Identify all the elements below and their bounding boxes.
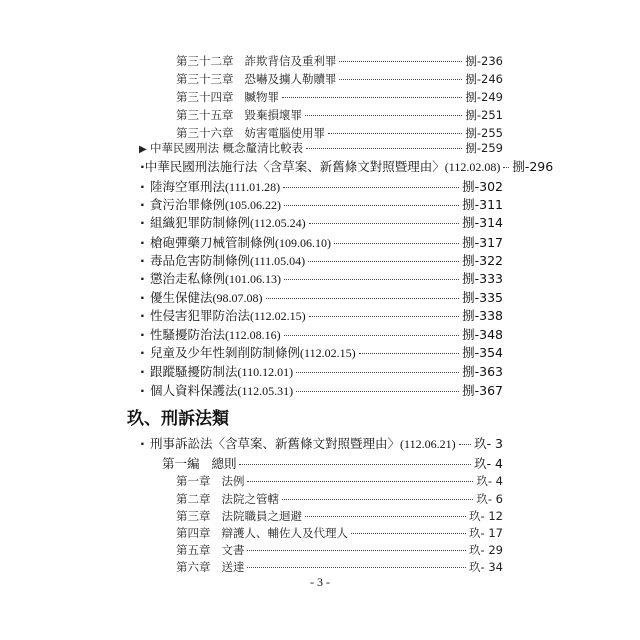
toc-entry-label: 毒品危害防制條例(111.05.04) bbox=[150, 253, 306, 268]
toc-entry-label: 中華民國刑法 概念釐清比較表 bbox=[150, 141, 304, 155]
dot-leader bbox=[339, 61, 462, 62]
dot-leader bbox=[284, 335, 460, 336]
toc-entry-law[interactable] bbox=[140, 385, 503, 398]
toc-entry-chapter[interactable] bbox=[176, 74, 503, 86]
bullet-icon: · bbox=[140, 290, 145, 305]
dot-leader bbox=[266, 298, 460, 299]
toc-entry-page: 玖- 3 bbox=[474, 436, 503, 451]
bullet-icon: · bbox=[140, 179, 145, 194]
toc-entry-label: 刑事訴訟法〈含草案、新舊條文對照暨理由〉(112.06.21) bbox=[150, 436, 456, 451]
dot-leader bbox=[305, 115, 462, 116]
toc-entry-chapter[interactable] bbox=[176, 476, 503, 488]
toc-entry-page: 捌-302 bbox=[462, 179, 503, 194]
dot-leader bbox=[308, 261, 459, 262]
toc-entry-label: 第五章 文書 bbox=[176, 543, 245, 557]
bullet-icon: · bbox=[140, 364, 145, 379]
toc-entry-label: 性騷擾防治法(112.08.16) bbox=[150, 327, 281, 342]
toc-entry-law[interactable] bbox=[140, 199, 503, 212]
toc-entry-page: 捌-296 bbox=[512, 159, 554, 174]
toc-entry-label: 第三十三章 恐嚇及擄人勒贖罪 bbox=[176, 72, 337, 86]
toc-entry-chapter[interactable] bbox=[176, 92, 503, 104]
dot-leader bbox=[296, 372, 459, 373]
toc-entry-law[interactable] bbox=[140, 237, 503, 250]
toc-entry-label: 第一章 法例 bbox=[176, 474, 245, 488]
toc-entry-label: 貪污治罪條例(105.06.22) bbox=[150, 197, 282, 212]
toc-entry-page: 捌-314 bbox=[462, 215, 503, 230]
toc-entry-page: 捌-338 bbox=[462, 308, 503, 323]
section-heading: 玖、刑訴法類 bbox=[127, 409, 229, 429]
dot-leader bbox=[306, 148, 462, 149]
toc-entry-chapter[interactable] bbox=[176, 128, 503, 140]
toc-entry-law[interactable] bbox=[140, 366, 503, 379]
dot-leader bbox=[328, 133, 462, 134]
dot-leader bbox=[459, 444, 472, 445]
toc-entry-label: 中華民國刑法施行法〈含草案、新舊條文對照暨理由〉(112.02.08) bbox=[144, 159, 501, 174]
toc-entry-page: 捌-246 bbox=[465, 72, 503, 86]
toc-entry-page: 捌-259 bbox=[465, 141, 503, 155]
toc-entry-law[interactable] bbox=[140, 181, 503, 194]
toc-entry-page: 玖- 17 bbox=[469, 526, 503, 540]
toc-entry-chapter[interactable] bbox=[176, 56, 503, 68]
toc-entry-label: 槍砲彈藥刀械管制條例(109.06.10) bbox=[150, 235, 332, 250]
toc-entry-page: 捌-333 bbox=[462, 271, 503, 286]
toc-entry-page: 捌-367 bbox=[462, 383, 503, 398]
toc-entry-page: 玖- 4 bbox=[476, 474, 503, 488]
dot-leader bbox=[239, 464, 471, 465]
toc-entry-page: 捌-311 bbox=[462, 197, 503, 212]
toc-entry-label: 陸海空軍刑法(111.01.28) bbox=[150, 179, 281, 194]
toc-entry-law[interactable] bbox=[140, 217, 503, 230]
toc-entry-law[interactable] bbox=[140, 255, 503, 268]
bullet-icon: · bbox=[140, 436, 145, 451]
toc-entry-chapter[interactable] bbox=[176, 528, 503, 540]
toc-entry-page: 捌-354 bbox=[462, 345, 503, 360]
bullet-icon: · bbox=[140, 383, 145, 398]
toc-entry-page: 捌-363 bbox=[462, 364, 503, 379]
toc-entry-chapter[interactable] bbox=[176, 511, 503, 523]
bullet-icon: · bbox=[140, 271, 145, 286]
dot-leader bbox=[282, 97, 462, 98]
dot-leader bbox=[284, 205, 459, 206]
bullet-icon: · bbox=[140, 327, 145, 342]
triangle-right-icon: ▶ bbox=[139, 144, 147, 155]
toc-entry-law[interactable] bbox=[140, 310, 503, 323]
bullet-icon: · bbox=[140, 308, 145, 323]
toc-entry-law[interactable] bbox=[140, 438, 503, 451]
toc-entry-page: 捌-317 bbox=[462, 235, 503, 250]
toc-entry-law[interactable] bbox=[140, 329, 503, 342]
toc-entry-page: 捌-249 bbox=[465, 90, 503, 104]
toc-entry-page: 捌-322 bbox=[462, 253, 503, 268]
toc-entry-page: 捌-236 bbox=[465, 54, 503, 68]
dot-leader bbox=[247, 550, 466, 551]
bullet-icon: · bbox=[140, 345, 145, 360]
toc-entry-label: 第二章 法院之管轄 bbox=[176, 492, 279, 506]
toc-entry-page: 玖- 29 bbox=[469, 543, 503, 557]
dot-leader bbox=[247, 481, 473, 482]
toc-entry-label: 懲治走私條例(101.06.13) bbox=[150, 271, 282, 286]
toc-entry-label: 組織犯罪防制條例(112.05.24) bbox=[150, 215, 306, 230]
toc-entry-page: 玖- 12 bbox=[469, 509, 503, 523]
toc-entry-law[interactable] bbox=[140, 347, 503, 360]
bullet-icon: · bbox=[140, 197, 145, 212]
toc-entry-page: 玖- 4 bbox=[474, 456, 503, 471]
dot-leader bbox=[351, 533, 466, 534]
toc-entry-law[interactable] bbox=[140, 292, 503, 305]
toc-entry-law[interactable] bbox=[140, 273, 503, 286]
toc-entry-label: 個人資料保護法(112.05.31) bbox=[150, 383, 294, 398]
toc-entry-page: 捌-348 bbox=[462, 327, 503, 342]
dot-leader bbox=[305, 516, 466, 517]
toc-entry-label: 第三十四章 贓物罪 bbox=[176, 90, 279, 104]
toc-entry-comparison[interactable] bbox=[139, 143, 503, 155]
dot-leader bbox=[309, 223, 460, 224]
dot-leader bbox=[283, 187, 459, 188]
bullet-icon: · bbox=[140, 215, 145, 230]
toc-entry-page: 玖- 6 bbox=[476, 492, 503, 506]
bullet-icon: · bbox=[140, 235, 145, 250]
toc-entry-label: 優生保健法(98.07.08) bbox=[150, 290, 263, 305]
toc-entry-label: 性侵害犯罪防治法(112.02.15) bbox=[150, 308, 306, 323]
toc-entry-label: 第三十六章 妨害電腦使用罪 bbox=[176, 126, 325, 140]
toc-entry-chapter[interactable] bbox=[176, 494, 503, 506]
toc-entry-label: 第一編 總則 bbox=[162, 456, 237, 471]
toc-entry-chapter[interactable] bbox=[176, 110, 503, 122]
toc-entry-chapter[interactable] bbox=[176, 562, 503, 574]
toc-entry-law[interactable] bbox=[140, 159, 554, 174]
toc-entry-label: 第四章 辯護人、輔佐人及代理人 bbox=[176, 526, 348, 540]
bullet-icon: · bbox=[140, 253, 145, 268]
dot-leader bbox=[309, 316, 460, 317]
dot-leader bbox=[359, 353, 460, 354]
toc-entry-chapter[interactable] bbox=[176, 545, 503, 557]
dot-leader bbox=[334, 243, 459, 244]
dot-leader bbox=[503, 167, 509, 168]
dot-leader bbox=[247, 567, 466, 568]
toc-entry-label: 第六章 送達 bbox=[176, 560, 245, 574]
toc-entry-page: 玖- 34 bbox=[469, 560, 503, 574]
dot-leader bbox=[339, 79, 462, 80]
toc-entry-label: 兒童及少年性剝削防制條例(112.02.15) bbox=[150, 345, 356, 360]
toc-entry-page: 捌-255 bbox=[465, 126, 503, 140]
toc-entry-label: 第三章 法院職員之迴避 bbox=[176, 509, 302, 523]
toc-entry-page: 捌-251 bbox=[465, 108, 503, 122]
toc-entry-label: 第三十二章 詐欺背信及重利罪 bbox=[176, 54, 337, 68]
bullet-icon: · bbox=[140, 159, 145, 174]
dot-leader bbox=[282, 499, 473, 500]
page-number: - 3 - bbox=[310, 575, 330, 589]
dot-leader bbox=[284, 279, 459, 280]
dot-leader bbox=[296, 391, 459, 392]
toc-entry-label: 跟蹤騷擾防制法(110.12.01) bbox=[150, 364, 294, 379]
toc-entry-label: 第三十五章 毀棄損壞罪 bbox=[176, 108, 302, 122]
toc-entry-part[interactable] bbox=[162, 458, 503, 471]
toc-entry-page: 捌-335 bbox=[462, 290, 503, 305]
